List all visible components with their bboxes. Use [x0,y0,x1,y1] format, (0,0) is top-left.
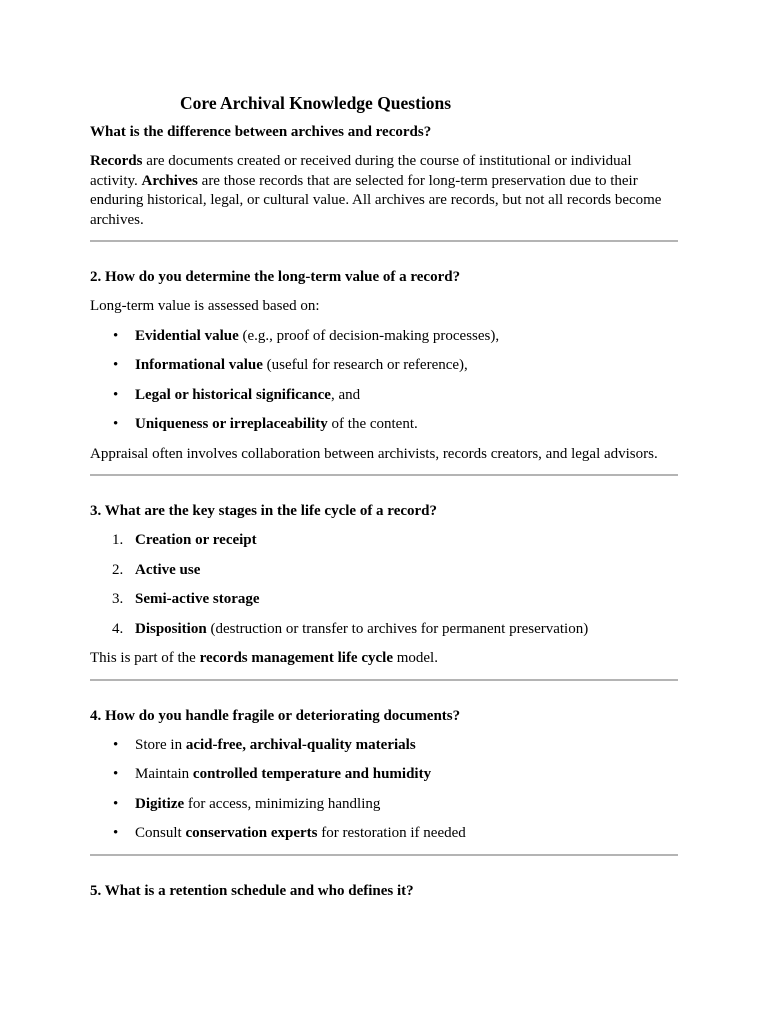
list-item-text: , and [330,386,361,403]
list-item-text: (e.g., proof of decision-making processes), [238,327,500,344]
list-item-text: Maintain [135,766,193,782]
list-item-text: Consult [135,825,186,841]
list-number: 4. [112,620,124,637]
section-divider [90,474,678,476]
list-item-term: Digitize [135,795,185,812]
list-number: 3. [112,591,124,607]
question-3-heading: 3. What are the key stages in the life cycle of a record? [90,503,438,519]
closing-text: model. [392,650,438,666]
list-item [90,327,678,346]
bullet-marker: • [113,766,119,782]
bullet-marker: • [113,386,119,403]
fragile-handling-list [90,736,678,844]
question-1-heading: What is the difference between archives and records? [90,124,432,140]
section-divider [90,679,678,681]
closing-term: records management life cycle [199,650,393,666]
list-item-term: controlled temperature and humidity [192,766,432,782]
document-page [90,93,678,911]
bullet-marker: • [113,795,119,812]
question-2-intro: Long-term value is assessed based on: [90,298,320,314]
list-item-term: Disposition [135,620,207,637]
question-4-heading: 4. How do you handle fragile or deteriorating documents? [90,707,461,724]
list-item-term: conservation experts [185,825,318,841]
section-divider [90,854,678,856]
list-item [90,620,678,639]
list-item [90,531,678,550]
list-item-text: Store in [135,736,186,753]
list-item-term: Semi-active storage [135,591,260,607]
list-item-text: (destruction or transfer to archives for permanent preservation) [206,620,589,637]
list-number: 2. [112,561,124,578]
bullet-marker: • [113,327,119,344]
question-2-heading: 2. How do you determine the long-term value of a record? [90,269,461,285]
list-item [90,590,678,609]
list-item [90,824,678,843]
bullet-marker: • [113,416,119,432]
section-divider [90,240,678,242]
list-item [90,386,678,405]
answer-text: are those records that are selected for long-term preservation due to their enduring historical, legal, or cultural value. All archives are records, but not all records become archives. [90,172,662,228]
list-item-term: Legal or historical significance [135,386,331,403]
term-archives: Archives [141,172,198,189]
document-title: Core Archival Knowledge Questions [180,93,452,113]
list-item-term: Creation or receipt [135,532,257,548]
life-cycle-stages-list [90,531,678,639]
list-item [90,356,678,375]
list-number: 1. [112,532,124,548]
list-item-text: for access, minimizing handling [184,795,381,812]
list-item-text: (useful for research or reference), [262,357,468,373]
closing-text: This is part of the [90,650,200,666]
list-item-term: Informational value [135,357,263,373]
list-item-term: acid-free, archival-quality materials [185,736,416,753]
list-item [90,795,678,814]
list-item-term: Active use [135,561,201,578]
list-item-text: of the content. [327,416,418,432]
list-item [90,561,678,580]
bullet-marker: • [113,357,119,373]
list-item [90,765,678,784]
question-5-heading: 5. What is a retention schedule and who defines it? [90,882,414,899]
term-records: Records [90,153,143,169]
question-3-closing [90,649,678,669]
bullet-marker: • [113,736,119,753]
list-item-term: Evidential value [135,327,239,344]
question-2-closing: Appraisal often involves collaboration between archivists, records creators, and legal advisors. [90,445,658,462]
answer-text: are documents created or received during the course of institutional or individual activity. [90,153,632,189]
value-criteria-list [90,327,678,435]
bullet-marker: • [113,825,119,841]
question-1-answer [90,152,678,230]
list-item [90,415,678,434]
list-item [90,736,678,755]
list-item-term: Uniqueness or irreplaceability [135,416,328,432]
list-item-text: for restoration if needed [317,825,466,841]
